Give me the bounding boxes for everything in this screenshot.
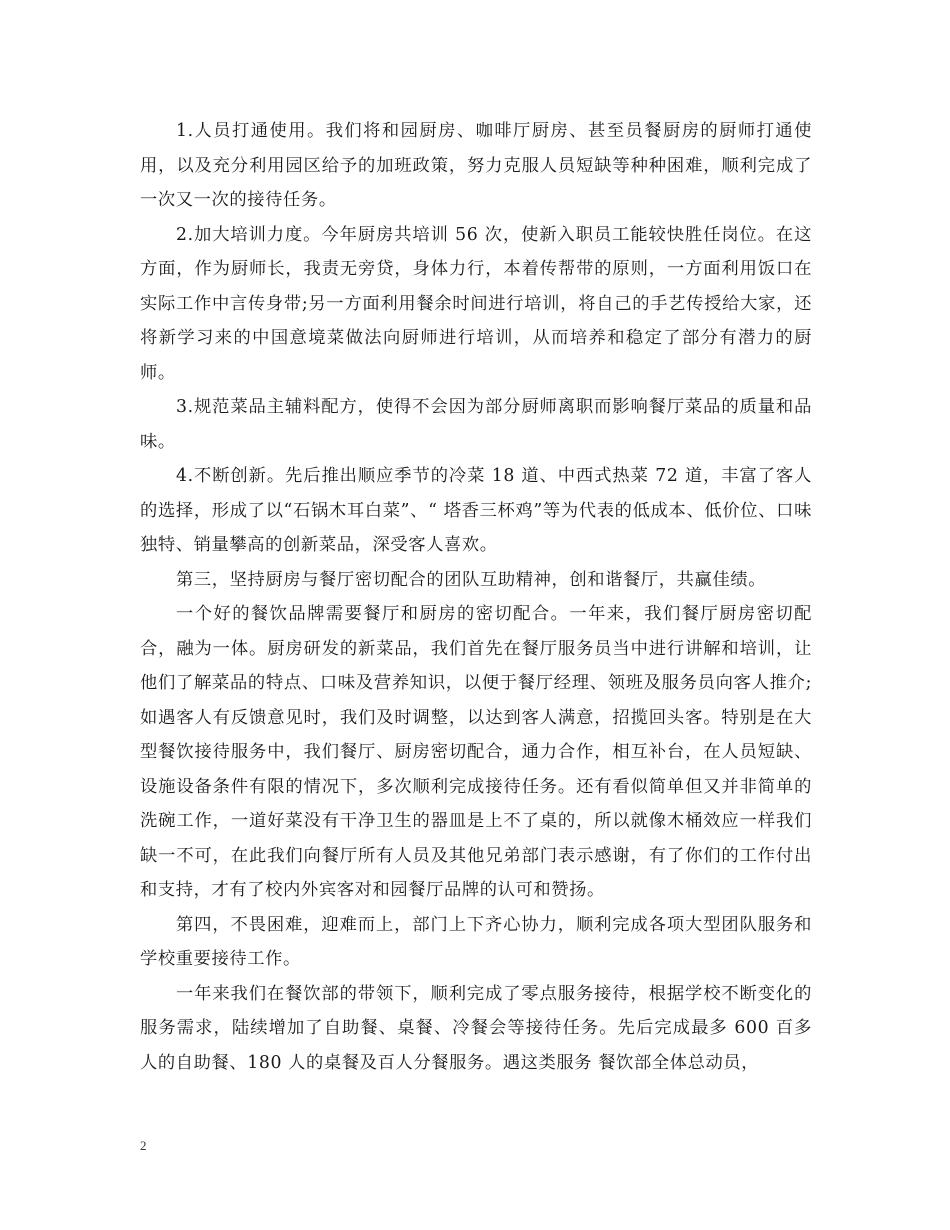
paragraph-section-three-heading: 第三，坚持厨房与餐厅密切配合的团队互助精神，创和谐餐厅，共赢佳绩。 <box>176 569 767 590</box>
paragraph-staff-sharing: 1.人员打通使用。我们将和园厨房、咖啡厅厨房、甚至员餐厨房的厨师打通使用，以及充分利用园区给予的加班政策，努力克服人员短缺等种种困难，顺利完成了一次又一次的接待任务。 <box>140 121 812 210</box>
paragraph-reception-service: 一年来我们在餐饮部的带领下，顺利完成了零点服务接待，根据学校不断变化的服务需求，陆续增加了自助餐、桌餐、冷餐会等接待任务。先后完成最多 600 百多人的自助餐、180 人的桌餐及百人分餐服务。遇这类服务 餐饮部全体总动员， <box>140 983 812 1073</box>
paragraph-section-four-heading: 第四，不畏困难，迎难而上，部门上下齐心协力，顺利完成各项大型团队服务和学校重要接待工作。 <box>140 914 812 969</box>
document-body <box>140 114 812 1080</box>
paragraph-innovation: 4.不断创新。先后推出顺应季节的冷菜 18 道、中西式热菜 72 道，丰富了客人的选择，形成了以“石锅木耳白菜”、“ 塔香三杯鸡”等为代表的低成本、低价位、口味独特、销量攀高的创新菜品，深受客人喜欢。 <box>140 466 812 555</box>
paragraph-recipe-standard: 3.规范菜品主辅料配方，使得不会因为部分厨师离职而影响餐厅菜品的质量和品味。 <box>140 397 812 452</box>
paragraph-training: 2.加大培训力度。今年厨房共培训 56 次，使新入职员工能较快胜任岗位。在这方面，作为厨师长，我责无旁贷，身体力行，本着传帮带的原则，一方面利用饭口在实际工作中言传身带;另一方面利用餐余时间进行培训，将自己的手艺传授给大家，还将新学习来的中国意境菜做法向厨师进行培训，从而培养和稳定了部分有潜力的厨师。 <box>140 224 812 383</box>
paragraph-teamwork: 一个好的餐饮品牌需要餐厅和厨房的密切配合。一年来，我们餐厅厨房密切配合，融为一体。厨房研发的新菜品，我们首先在餐厅服务员当中进行讲解和培训，让他们了解菜品的特点、口味及营养知识，以便于餐厅经理、领班及服务员向客人推介;如遇客人有反馈意见时，我们及时调整，以达到客人满意，招揽回头客。特别是在大型餐饮接待服务中，我们餐厅、厨房密切配合，通力合作，相互补台，在人员短缺、设施设备条件有限的情况下，多次顺利完成接待任务。还有看似简单但又并非简单的洗碗工作，一道好菜没有干净卫生的器皿是上不了桌的，所以就像木桶效应一样我们缺一不可，在此我们向餐厅所有人员及其他兄弟部门表示感谢，有了你们的工作付出和支持，才有了校内外宾客对和园餐厅品牌的认可和赞扬。 <box>140 604 812 900</box>
page-number: 2 <box>140 1138 147 1153</box>
